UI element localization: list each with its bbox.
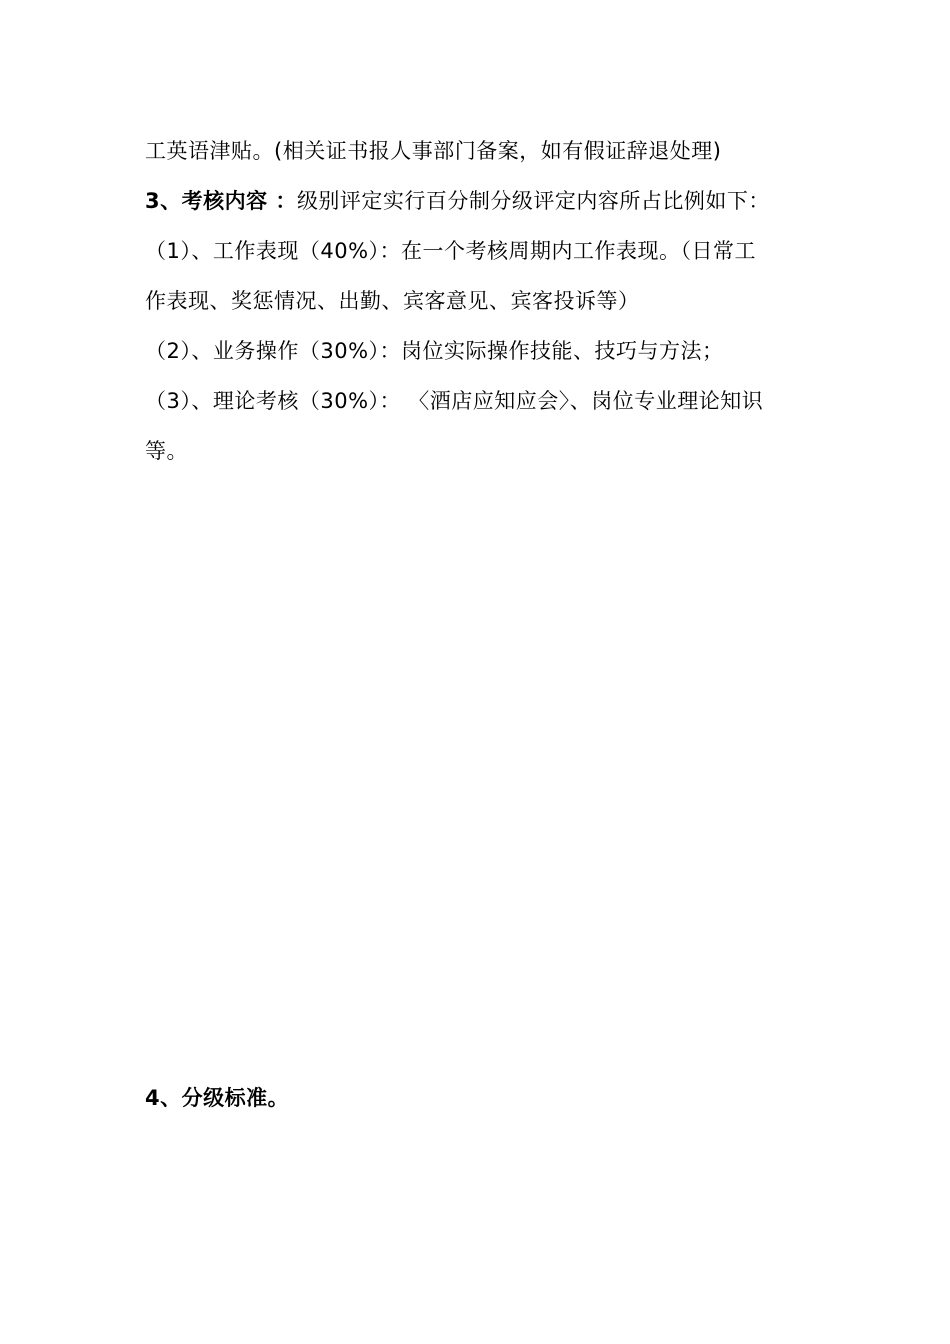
section-3-line [145,186,815,216]
item-3-line-1: （3）、理论考核（30%）： 〈酒店应知应会〉、岗位专业理论知识 [145,389,764,413]
section-3-heading: 3、考核内容 ： [145,189,297,213]
item-1-line-1: （1）、工作表现（40%）：在一个考核周期内工作表现。（日常工 [145,239,757,263]
item-3-line-2: 等。 [145,439,188,463]
item-2-line: （2）、业务操作（30%）：岗位实际操作技能、技巧与方法； [145,339,724,363]
item-1-line-2: 作表现、奖惩情况、出勤、宾客意见、宾客投诉等） [145,289,640,313]
section-3-text: 级别评定实行百分制分级评定内容所占比例如下： [296,189,770,213]
section-4-heading: 4、分级标准。 [145,1086,290,1110]
paragraph-line-1: 工英语津贴。(相关证书报人事部门备案，如有假证辞退处理) [145,139,722,163]
